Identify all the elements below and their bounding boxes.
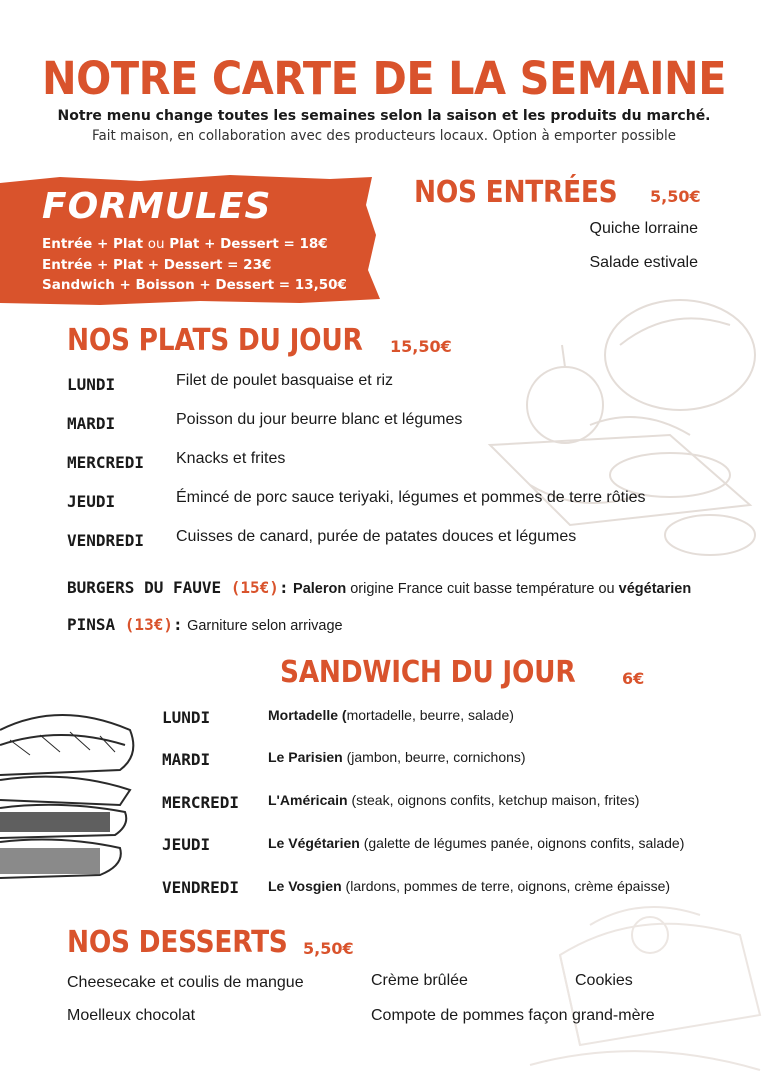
dessert-item: Cookies bbox=[575, 972, 633, 989]
plat-dish: Cuisses de canard, purée de patates douces et légumes bbox=[176, 528, 577, 545]
sandwich-dish: Le Vosgien (lardons, pommes de terre, oignons, crème épaisse) bbox=[268, 878, 671, 894]
plat-dish: Émincé de porc sauce teriyaki, légumes et pommes de terre rôties bbox=[176, 489, 646, 506]
plat-dish: Knacks et frites bbox=[176, 450, 286, 467]
sandwich-day: MARDI bbox=[162, 750, 211, 769]
desserts-title: NOS DESSERTS bbox=[67, 925, 288, 960]
plat-day: VENDREDI bbox=[67, 531, 145, 550]
entree-item: Quiche lorraine bbox=[589, 220, 698, 237]
plat-day: LUNDI bbox=[67, 375, 116, 394]
page-title: NOTRE CARTE DE LA SEMAINE bbox=[41, 52, 727, 105]
sandwich-illustration bbox=[0, 700, 140, 900]
formule-line-3: Sandwich + Boisson + Dessert = 13,50€ bbox=[42, 277, 347, 293]
plat-dish: Poisson du jour beurre blanc et légumes bbox=[176, 411, 463, 428]
sandwich-day: JEUDI bbox=[162, 835, 211, 854]
dessert-item: Moelleux chocolat bbox=[67, 1007, 196, 1024]
sandwich-day: LUNDI bbox=[162, 708, 211, 727]
plat-day: MERCREDI bbox=[67, 453, 145, 472]
sandwich-day: VENDREDI bbox=[162, 878, 240, 897]
subtitle-line-1: Notre menu change toutes les semaines selon la saison et les produits du marché. bbox=[57, 108, 711, 124]
plats-price: 15,50€ bbox=[390, 337, 452, 356]
desserts-price: 5,50€ bbox=[303, 939, 354, 958]
burger-line: BURGERS DU FAUVE (15€): Paleron origine France cuit basse température ou végétarien bbox=[67, 578, 692, 597]
formule-line-1: Entrée + Plat ou Plat + Dessert = 18€ bbox=[42, 236, 328, 252]
pinsa-line: PINSA (13€): Garniture selon arrivage bbox=[67, 615, 343, 634]
dessert-item: Compote de pommes façon grand-mère bbox=[371, 1007, 655, 1024]
sandwich-dish: L'Américain (steak, oignons confits, ketchup maison, frites) bbox=[268, 792, 640, 808]
sandwich-day: MERCREDI bbox=[162, 793, 240, 812]
entrees-title: NOS ENTRÉES bbox=[414, 175, 618, 210]
sandwich-dish: Le Végétarien (galette de légumes panée, oignons confits, salade) bbox=[268, 835, 685, 851]
entrees-price: 5,50€ bbox=[650, 187, 701, 206]
sandwich-dish: Le Parisien (jambon, beurre, cornichons) bbox=[268, 749, 526, 765]
entree-item: Salade estivale bbox=[589, 254, 698, 271]
sandwich-dish: Mortadelle (mortadelle, beurre, salade) bbox=[268, 707, 514, 723]
dessert-item: Crème brûlée bbox=[371, 972, 468, 989]
formules-title: FORMULES bbox=[42, 186, 272, 227]
sandwich-price: 6€ bbox=[622, 669, 645, 688]
plat-day: MARDI bbox=[67, 414, 116, 433]
plats-title: NOS PLATS DU JOUR bbox=[67, 323, 363, 358]
plat-dish: Filet de poulet basquaise et riz bbox=[176, 372, 394, 389]
dessert-item: Cheesecake et coulis de mangue bbox=[67, 974, 304, 991]
plat-day: JEUDI bbox=[67, 492, 116, 511]
subtitle-line-2: Fait maison, en collaboration avec des producteurs locaux. Option à emporter possible bbox=[92, 128, 676, 144]
formule-line-2: Entrée + Plat + Dessert = 23€ bbox=[42, 257, 272, 273]
sandwich-title: SANDWICH DU JOUR bbox=[280, 655, 576, 690]
cake-illustration bbox=[520, 895, 768, 1086]
